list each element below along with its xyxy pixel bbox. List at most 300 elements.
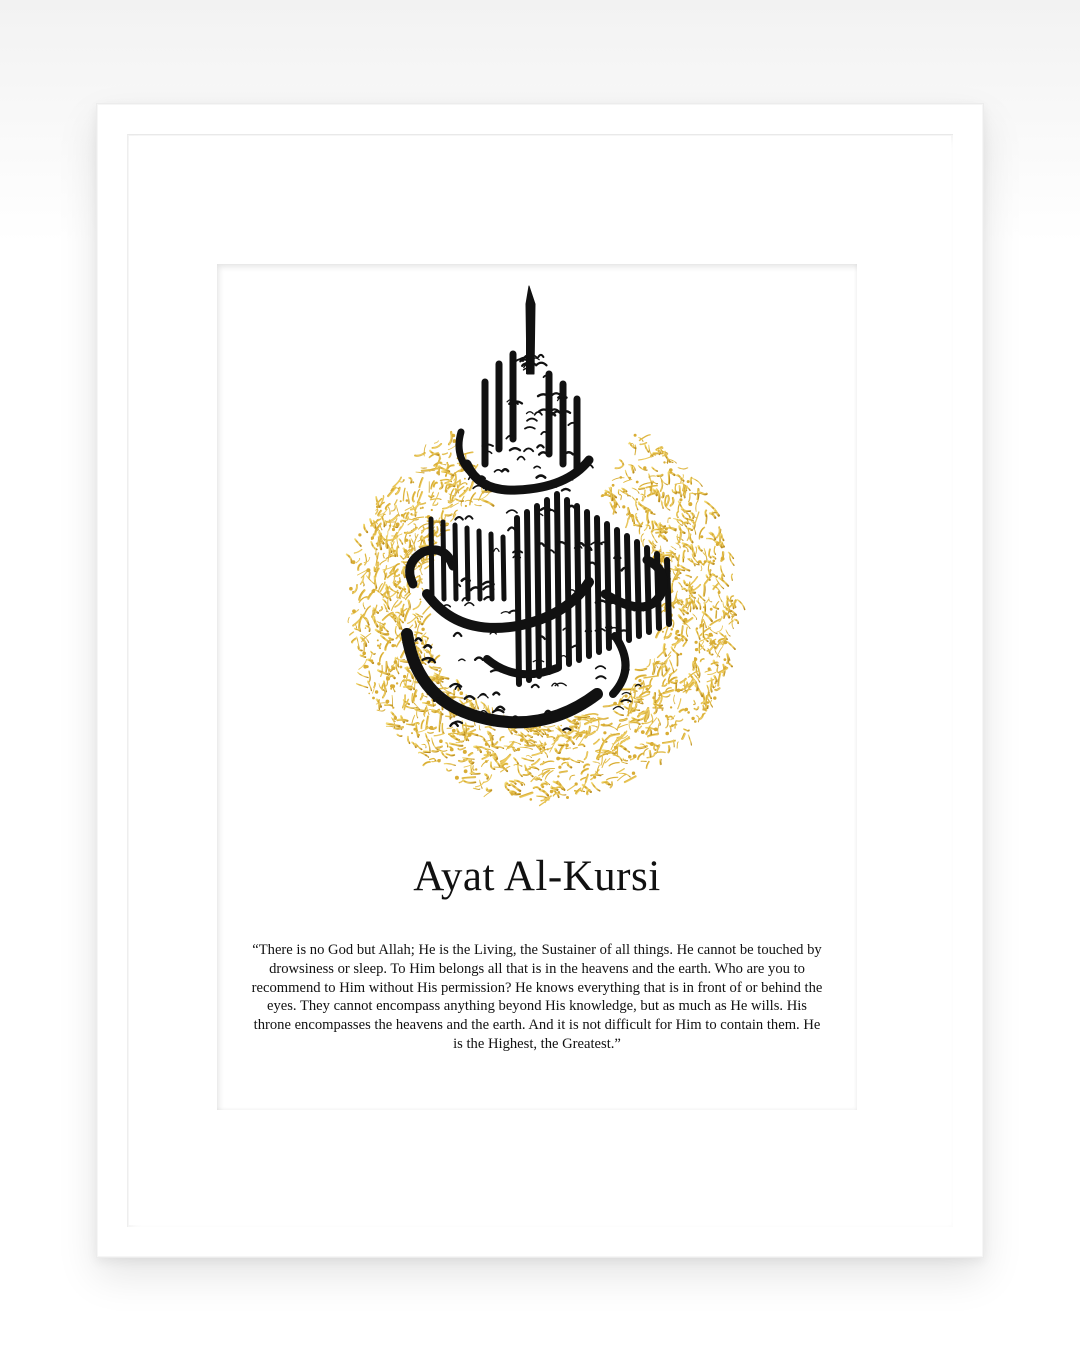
- gold-dot: [724, 640, 728, 644]
- calligraphy-stroke: [667, 560, 669, 624]
- gold-stroke: [693, 661, 694, 667]
- gold-stroke: [484, 749, 494, 752]
- gold-stroke: [662, 493, 663, 497]
- gold-stroke: [423, 636, 429, 639]
- gold-dot: [623, 491, 625, 493]
- calligraphy-stroke: [637, 542, 639, 636]
- gold-stroke: [668, 746, 669, 752]
- gold-dot: [698, 560, 701, 563]
- gold-stroke: [585, 752, 588, 759]
- gold-dot: [662, 631, 664, 633]
- gold-stroke: [474, 788, 480, 789]
- gold-stroke: [576, 789, 580, 793]
- gold-dot: [612, 484, 615, 487]
- gold-dot: [557, 775, 559, 777]
- gold-stroke: [694, 707, 698, 709]
- gold-dot: [695, 641, 698, 644]
- calligraphy-stroke: [493, 693, 499, 695]
- gold-dot: [429, 726, 433, 730]
- gold-dot: [412, 481, 414, 483]
- gold-stroke: [387, 724, 400, 727]
- gold-dot: [648, 691, 650, 693]
- gold-dot: [690, 502, 692, 504]
- gold-stroke: [686, 575, 691, 577]
- gold-dot: [366, 568, 370, 572]
- gold-dot: [558, 791, 561, 794]
- gold-dot: [700, 535, 703, 538]
- calligraphy-stroke: [465, 603, 474, 606]
- gold-dot: [406, 499, 409, 502]
- gold-dot: [713, 696, 716, 699]
- gold-stroke: [676, 475, 681, 480]
- gold-stroke: [484, 791, 491, 796]
- gold-dot: [660, 693, 663, 696]
- gold-stroke: [737, 600, 744, 610]
- gold-stroke: [415, 534, 416, 538]
- gold-dot: [712, 640, 716, 644]
- gold-dot: [403, 479, 405, 481]
- gold-dot: [670, 706, 672, 708]
- gold-stroke: [676, 543, 680, 548]
- gold-stroke: [420, 478, 423, 487]
- gold-stroke: [433, 444, 442, 448]
- calligraphy-stroke: [613, 707, 623, 710]
- gold-dot: [464, 769, 468, 773]
- gold-dot: [573, 719, 576, 722]
- gold-stroke: [713, 574, 717, 577]
- gold-dot: [362, 652, 366, 656]
- gold-stroke: [669, 472, 674, 475]
- gold-stroke: [363, 581, 365, 586]
- calligraphy-stroke: [491, 670, 501, 672]
- gold-stroke: [459, 781, 463, 783]
- gold-stroke: [678, 555, 679, 564]
- gold-dot: [400, 500, 402, 502]
- gold-stroke: [500, 737, 504, 741]
- gold-stroke: [475, 504, 482, 505]
- gold-stroke: [586, 714, 598, 716]
- calligraphy-stroke: [577, 506, 579, 660]
- gold-dot: [563, 758, 566, 761]
- gold-stroke: [392, 506, 396, 512]
- gold-dot: [665, 715, 668, 718]
- gold-stroke: [534, 787, 540, 789]
- gold-dot: [721, 557, 725, 561]
- gold-stroke: [380, 560, 386, 565]
- gold-dot: [463, 750, 467, 754]
- calligraphy-stroke: [484, 597, 493, 599]
- gold-dot: [560, 725, 562, 727]
- gold-stroke: [688, 735, 691, 745]
- gold-stroke: [722, 575, 723, 579]
- gold-stroke: [710, 513, 715, 517]
- gold-dot: [377, 662, 380, 665]
- gold-dot: [422, 507, 424, 509]
- gold-stroke: [460, 483, 466, 485]
- gold-stroke: [716, 602, 719, 608]
- gold-stroke: [470, 482, 473, 490]
- gold-stroke: [412, 528, 417, 531]
- calligraphy-stroke: [443, 605, 450, 607]
- gold-stroke: [520, 747, 533, 749]
- calligraphy-stroke: [537, 506, 539, 676]
- calligraphy-stroke: [609, 603, 617, 605]
- gold-stroke: [678, 468, 688, 469]
- gold-stroke: [601, 755, 603, 765]
- gold-stroke: [714, 676, 716, 682]
- gold-stroke: [427, 740, 430, 751]
- gold-stroke: [620, 719, 627, 721]
- gold-dot: [602, 724, 605, 727]
- gold-stroke: [424, 445, 426, 456]
- gold-stroke: [703, 706, 704, 710]
- gold-stroke: [690, 534, 693, 542]
- gold-stroke: [463, 758, 475, 760]
- gold-dot: [711, 634, 713, 636]
- gold-stroke: [695, 512, 699, 524]
- gold-dot: [663, 461, 665, 463]
- calligraphy-stroke: [539, 452, 547, 454]
- gold-stroke: [386, 662, 387, 673]
- gold-dot: [680, 653, 683, 656]
- gold-dot: [427, 701, 431, 705]
- gold-dot: [708, 692, 710, 694]
- gold-stroke: [682, 626, 683, 634]
- gold-stroke: [672, 681, 677, 683]
- gold-stroke: [383, 553, 384, 557]
- gold-stroke: [608, 726, 618, 731]
- gold-dot: [579, 734, 582, 737]
- gold-stroke: [446, 754, 454, 756]
- gold-stroke: [372, 610, 373, 617]
- calligraphy-stroke: [424, 645, 431, 647]
- gold-dot: [418, 734, 420, 736]
- calligraphy-stroke: [527, 412, 534, 414]
- gold-dot: [620, 476, 623, 479]
- gold-stroke: [555, 749, 559, 753]
- gold-stroke: [473, 766, 474, 770]
- gold-stroke: [728, 663, 732, 667]
- gold-dot: [638, 679, 641, 682]
- gold-stroke: [388, 506, 390, 514]
- gold-stroke: [621, 762, 627, 764]
- gold-stroke: [620, 460, 624, 465]
- gold-dot: [688, 558, 690, 560]
- gold-stroke: [409, 540, 410, 547]
- gold-dot: [700, 624, 703, 627]
- gold-stroke: [534, 733, 538, 734]
- gold-dot: [683, 490, 685, 492]
- gold-dot: [520, 738, 524, 742]
- gold-stroke: [488, 727, 495, 730]
- gold-dot: [684, 618, 688, 622]
- gold-stroke: [537, 796, 547, 798]
- gold-dot: [545, 743, 547, 745]
- gold-dot: [677, 564, 680, 567]
- gold-dot: [404, 549, 408, 553]
- gold-stroke: [369, 573, 370, 579]
- gold-stroke: [644, 749, 648, 756]
- gold-stroke: [664, 690, 674, 693]
- gold-stroke: [386, 726, 393, 727]
- gold-stroke: [478, 736, 485, 740]
- gold-stroke: [449, 693, 454, 694]
- gold-stroke: [403, 488, 405, 500]
- gold-dot: [417, 586, 419, 588]
- calligraphy-stroke: [462, 598, 468, 601]
- gold-dot: [636, 481, 639, 484]
- gold-dot: [725, 613, 727, 615]
- gold-stroke: [614, 711, 623, 715]
- gold-stroke: [639, 457, 651, 460]
- gold-dot: [410, 513, 412, 515]
- gold-stroke: [366, 626, 370, 631]
- gold-stroke: [503, 764, 508, 767]
- gold-stroke: [415, 453, 425, 456]
- gold-stroke: [350, 632, 354, 635]
- gold-dot: [625, 694, 628, 697]
- gold-dot: [633, 754, 637, 758]
- gold-stroke: [485, 774, 488, 778]
- gold-stroke: [422, 744, 426, 747]
- gold-stroke: [615, 465, 623, 468]
- gold-dot: [421, 661, 424, 664]
- gold-stroke: [635, 445, 636, 455]
- gold-dot: [646, 688, 649, 691]
- calligraphy-stroke: [494, 548, 499, 551]
- calligraphy-stroke: [537, 445, 543, 447]
- calligraphy-stroke: [535, 412, 542, 415]
- gold-stroke: [455, 489, 456, 494]
- gold-stroke: [397, 639, 402, 647]
- gold-stroke: [696, 630, 700, 639]
- gold-stroke: [611, 734, 616, 735]
- gold-stroke: [356, 559, 360, 563]
- gold-stroke: [400, 556, 403, 559]
- gold-stroke: [621, 495, 622, 499]
- calligraphy-stroke: [471, 587, 481, 590]
- gold-dot: [659, 706, 662, 709]
- gold-dot: [431, 509, 433, 511]
- gold-stroke: [696, 501, 698, 512]
- gold-stroke: [381, 516, 384, 526]
- calligraphy-stroke: [568, 506, 575, 508]
- gold-stroke: [728, 642, 735, 649]
- gold-stroke: [514, 758, 518, 764]
- gold-stroke: [446, 716, 452, 717]
- gold-stroke: [559, 793, 566, 795]
- gold-dot: [464, 490, 466, 492]
- calligraphy-stroke: [619, 630, 629, 632]
- calligraphy-stroke: [496, 707, 504, 710]
- gold-dot: [403, 675, 406, 678]
- gold-dot: [372, 697, 375, 700]
- gold-dot: [634, 730, 637, 733]
- gold-stroke: [450, 743, 463, 745]
- calligraphy-stroke: [627, 536, 629, 640]
- gold-stroke: [647, 762, 650, 768]
- gold-stroke: [639, 502, 647, 509]
- calligraphy-stroke: [483, 586, 493, 589]
- gold-dot: [439, 739, 443, 743]
- gold-dot: [386, 633, 389, 636]
- gold-dot: [660, 559, 664, 563]
- gold-stroke: [707, 538, 715, 540]
- gold-stroke: [670, 660, 674, 672]
- gold-dot: [517, 748, 520, 751]
- gold-stroke: [525, 745, 534, 746]
- gold-dot: [439, 678, 442, 681]
- gold-dot: [376, 505, 379, 508]
- gold-dot: [349, 587, 353, 591]
- gold-stroke: [591, 775, 601, 776]
- gold-stroke: [401, 595, 404, 598]
- gold-stroke: [708, 672, 716, 674]
- gold-dot: [681, 601, 683, 603]
- gold-stroke: [593, 762, 599, 764]
- gold-dot: [601, 494, 604, 497]
- gold-dot: [420, 507, 422, 509]
- gold-stroke: [532, 759, 540, 765]
- gold-stroke: [437, 534, 441, 537]
- gold-dot: [465, 505, 467, 507]
- gold-stroke: [405, 609, 409, 621]
- gold-dot: [708, 667, 711, 670]
- calligraphy-stroke: [613, 636, 626, 694]
- gold-stroke: [357, 684, 368, 688]
- gold-dot: [377, 645, 379, 647]
- gold-stroke: [645, 445, 649, 452]
- gold-stroke: [409, 478, 411, 483]
- gold-stroke: [528, 734, 532, 737]
- gold-stroke: [397, 734, 402, 736]
- gold-stroke: [679, 486, 681, 497]
- gold-dot: [450, 748, 454, 752]
- gold-dot: [414, 695, 417, 698]
- gold-dot: [641, 682, 643, 684]
- gold-dot: [439, 670, 441, 672]
- gold-dot: [694, 658, 697, 661]
- gold-stroke: [650, 751, 651, 757]
- gold-stroke: [413, 492, 415, 501]
- gold-stroke: [685, 512, 690, 518]
- calligraphy-stroke: [568, 590, 575, 592]
- gold-stroke: [658, 723, 660, 734]
- calligraphy-stroke: [539, 410, 549, 412]
- gold-dot: [691, 717, 694, 720]
- gold-stroke: [547, 737, 554, 738]
- gold-stroke: [442, 724, 443, 734]
- gold-stroke: [347, 554, 352, 562]
- gold-stroke: [447, 769, 452, 771]
- gold-stroke: [358, 672, 368, 677]
- gold-stroke: [582, 769, 589, 774]
- gold-stroke: [573, 731, 579, 733]
- gold-stroke: [348, 617, 349, 622]
- gold-stroke: [403, 680, 410, 681]
- gold-stroke: [619, 745, 626, 749]
- gold-stroke: [651, 714, 653, 723]
- gold-stroke: [648, 734, 658, 736]
- gold-dot: [391, 644, 394, 647]
- gold-stroke: [727, 600, 728, 605]
- gold-stroke: [695, 547, 696, 555]
- gold-dot: [669, 468, 673, 472]
- gold-stroke: [432, 750, 438, 752]
- gold-dot: [544, 749, 546, 751]
- gold-stroke: [390, 676, 394, 678]
- gold-dot: [661, 452, 663, 454]
- gold-dot: [665, 732, 669, 736]
- gold-stroke: [701, 566, 702, 571]
- gold-stroke: [540, 790, 548, 795]
- calligraphy-stroke: [527, 512, 529, 680]
- gold-stroke: [640, 443, 646, 445]
- gold-stroke: [640, 435, 651, 441]
- gold-stroke: [354, 624, 356, 628]
- calligraphy-stroke: [541, 432, 548, 434]
- calligraphy-stroke: [524, 448, 533, 451]
- gold-stroke: [378, 538, 379, 546]
- gold-dot: [400, 666, 403, 669]
- gold-dot: [655, 700, 657, 702]
- gold-dot: [629, 477, 632, 480]
- gold-stroke: [377, 710, 385, 711]
- gold-dot: [464, 478, 466, 480]
- gold-stroke: [544, 726, 555, 727]
- gold-stroke: [420, 503, 426, 504]
- gold-stroke: [691, 478, 692, 484]
- gold-stroke: [434, 733, 444, 736]
- gold-stroke: [405, 593, 408, 596]
- gold-dot: [687, 480, 690, 483]
- gold-stroke: [429, 496, 434, 497]
- gold-stroke: [479, 726, 480, 730]
- gold-dot: [452, 434, 456, 438]
- gold-stroke: [636, 669, 647, 670]
- gold-stroke: [607, 777, 618, 780]
- gold-dot: [386, 677, 390, 681]
- gold-stroke: [428, 705, 435, 706]
- gold-stroke: [434, 441, 438, 443]
- calligraphy-stroke: [518, 457, 525, 460]
- gold-dot: [460, 691, 464, 695]
- gold-stroke: [458, 748, 465, 750]
- gold-stroke: [463, 777, 476, 778]
- gold-dot: [377, 639, 379, 641]
- gold-stroke: [545, 752, 548, 757]
- calligraphy-stroke: [493, 710, 504, 712]
- gold-dot: [687, 711, 690, 714]
- gold-dot: [624, 759, 626, 761]
- gold-dot: [650, 742, 654, 746]
- gold-dot: [682, 639, 684, 641]
- gold-stroke: [573, 748, 577, 749]
- gold-stroke: [414, 534, 418, 546]
- calligraphy-stroke: [517, 518, 519, 684]
- gold-stroke: [584, 764, 589, 767]
- gold-dot: [511, 793, 514, 796]
- gold-stroke: [484, 704, 485, 709]
- gold-stroke: [423, 614, 431, 624]
- gold-dot: [696, 627, 698, 629]
- gold-stroke: [716, 611, 717, 618]
- gold-dot: [530, 798, 533, 801]
- calligraphy-stroke: [538, 355, 543, 357]
- gold-dot: [445, 490, 448, 493]
- gold-dot: [703, 606, 705, 608]
- calligraphy-stroke: [596, 666, 606, 668]
